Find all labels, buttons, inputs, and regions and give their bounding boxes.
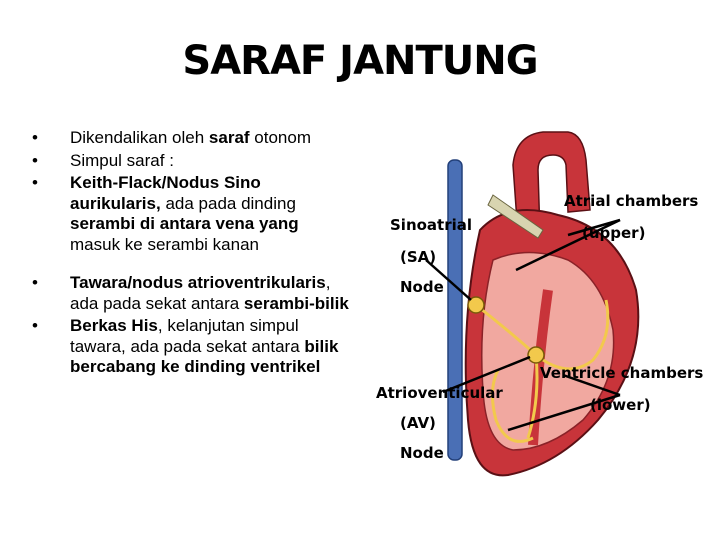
bullet-bold: serambi di antara vena yang — [70, 214, 299, 233]
av-node-shape — [528, 347, 544, 363]
bullet-item-2 — [28, 151, 353, 172]
ventricle-label-line-2: (lower) — [590, 396, 651, 414]
sa-label-line-3: Node — [400, 278, 444, 296]
bullet-text: otonom — [249, 128, 311, 147]
slide-title: SARAF JANTUNG — [182, 38, 538, 84]
bullet-bold: saraf — [208, 128, 250, 147]
sa-label-line-1: Sinoatrial — [390, 216, 473, 234]
ventricle-label-line-1: Ventricle chambers — [540, 364, 704, 382]
sa-label-line-2: (SA) — [400, 248, 437, 266]
av-label-line-1: Atrioventicular — [376, 384, 503, 402]
vena-cava-shape — [448, 160, 462, 460]
bullet-dot: • — [32, 316, 38, 335]
atrial-label-line-2: (upper) — [582, 224, 646, 242]
bullet-bold: bilik bercabang ke dinding ventrikel — [70, 336, 339, 376]
bullet-dot: • — [32, 128, 38, 147]
bullet-text: , ada pada sekat antara — [70, 273, 331, 313]
atrial-label-line-1: Atrial chambers — [564, 192, 699, 210]
bullet-text: , kelanjutan simpul tawara, ada pada sekat antara — [70, 316, 305, 356]
bullet-dot: • — [32, 173, 38, 192]
bullet-bold: Berkas His — [70, 316, 158, 335]
bullet-bold: Keith-Flack/Nodus Sino aurikularis, — [70, 173, 261, 213]
bullet-text: masuk ke serambi kanan — [70, 234, 259, 254]
bullet-item-4 — [28, 273, 353, 314]
bullet-text: ada pada dinding — [160, 193, 296, 213]
bullet-bold: serambi-bilik — [243, 293, 349, 313]
bullet-text: Dikendalikan oleh — [70, 128, 209, 147]
bullet-text: Simpul saraf : — [70, 150, 174, 170]
bullet-item-3 — [28, 173, 353, 255]
bullet-dot: • — [32, 150, 38, 170]
av-label-line-3: Node — [400, 444, 444, 462]
heart-conduction-diagram — [368, 120, 704, 495]
bullet-dot: • — [32, 273, 38, 292]
bullet-item-5 — [28, 316, 353, 378]
bullet-item-1 — [28, 128, 353, 149]
bullet-bold: Tawara/nodus atrioventrikularis — [70, 273, 326, 292]
av-label-line-2: (AV) — [400, 414, 436, 432]
bullet-list — [28, 128, 353, 380]
